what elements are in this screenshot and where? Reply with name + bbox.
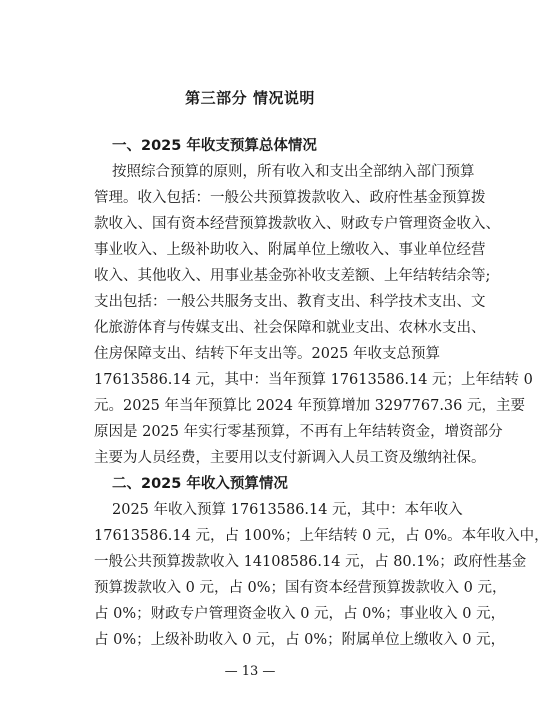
paragraph-line: 主要为人员经费，主要用以支付新调入人员工资及缴纳社保。 — [94, 450, 486, 466]
section-heading-2: 二、2025 年收入预算情况 — [112, 476, 288, 492]
paragraph-line: 支出包括：一般公共服务支出、教育支出、科学技术支出、文 — [94, 294, 486, 310]
paragraph-line: 管理。收入包括：一般公共预算拨款收入、政府性基金预算拨 — [94, 190, 486, 206]
paragraph-line: 元。2025 年当年预算比 2024 年预算增加 3297767.36 元，主要 — [94, 398, 525, 414]
paragraph-line: 事业收入、上级补助收入、附属单位上缴收入、事业单位经营 — [94, 242, 486, 258]
page-title: 第三部分 情况说明 — [185, 89, 315, 107]
paragraph-line: 占 0%；上级补助收入 0 元，占 0%；附属单位上缴收入 0 元， — [94, 632, 506, 648]
section-heading-1: 一、2025 年收支预算总体情况 — [112, 138, 317, 154]
paragraph-line: 预算拨款收入 0 元，占 0%；国有资本经营预算拨款收入 0 元， — [94, 580, 507, 596]
paragraph-line: 住房保障支出、结转下年支出等。2025 年收支总预算 — [94, 346, 441, 362]
paragraph-line: 原因是 2025 年实行零基预算，不再有上年结转资金，增资部分 — [94, 424, 503, 440]
page-number: — 13 — — [224, 664, 276, 679]
paragraph-line: 占 0%；财政专户管理资金收入 0 元，占 0%；事业收入 0 元， — [94, 606, 506, 622]
paragraph-line: 化旅游体育与传媒支出、社会保障和就业支出、农林水支出、 — [94, 320, 486, 336]
paragraph-line: 17613586.14 元，占 100%；上年结转 0 元，占 0%。本年收入中， — [94, 528, 549, 544]
paragraph-line: 收入、其他收入、用事业基金弥补收支差额、上年结转结余等; — [94, 268, 491, 284]
paragraph-line: 款收入、国有资本经营预算拨款收入、财政专户管理资金收入、 — [94, 216, 500, 232]
paragraph-line: 2025 年收入预算 17613586.14 元，其中：本年收入 — [112, 502, 463, 518]
paragraph-line: 按照综合预算的原则，所有收入和支出全部纳入部门预算 — [112, 164, 475, 180]
paragraph-line: 一般公共预算拨款收入 14108586.14 元，占 80.1%；政府性基金 — [94, 554, 527, 570]
paragraph-line: 17613586.14 元，其中：当年预算 17613586.14 元；上年结转 0 — [94, 372, 533, 388]
